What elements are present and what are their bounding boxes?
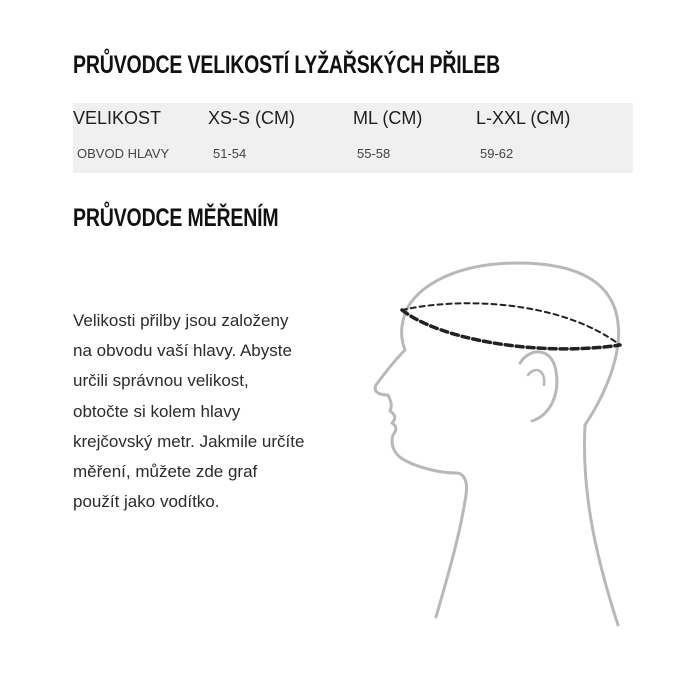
head-profile-measuring-tape-icon xyxy=(360,245,660,645)
table-value-ml: 55-58 xyxy=(357,146,391,161)
section-title: PRŮVODCE MĚŘENÍM xyxy=(73,204,279,232)
page-title: PRŮVODCE VELIKOSTÍ LYŽAŘSKÝCH PŘILEB xyxy=(73,51,501,79)
table-value-l-xxl: 59-62 xyxy=(480,146,514,161)
tape-front-line xyxy=(402,310,620,349)
table-header-l-xxl: L-XXL (CM) xyxy=(476,108,571,128)
instructions-line: určili správnou velikost, xyxy=(73,371,249,391)
instructions-line: obtočte si kolem hlavy xyxy=(73,401,241,421)
table-header-size: VELIKOST xyxy=(73,108,162,128)
instructions-line: měření, můžete zde graf xyxy=(73,462,258,482)
instructions-text xyxy=(73,306,363,517)
instructions-line: krejčovský metr. Jakmile určíte xyxy=(73,431,305,451)
ear-inner-outline xyxy=(528,370,544,385)
size-table xyxy=(73,103,633,173)
table-value-xs-s: 51-54 xyxy=(213,146,247,161)
table-header-xs-s: XS-S (CM) xyxy=(208,108,295,128)
instructions-line: na obvodu vaší hlavy. Abyste xyxy=(73,341,292,361)
instructions-line: Velikosti přilby jsou založeny xyxy=(73,311,289,330)
neck-back-outline xyxy=(584,425,618,625)
tape-back-line xyxy=(402,303,620,345)
table-header-ml: ML (CM) xyxy=(353,108,423,128)
table-row-label: OBVOD HLAVY xyxy=(77,146,170,161)
instructions-line: použít jako vodítko. xyxy=(73,492,220,512)
ear-outline xyxy=(520,352,557,421)
